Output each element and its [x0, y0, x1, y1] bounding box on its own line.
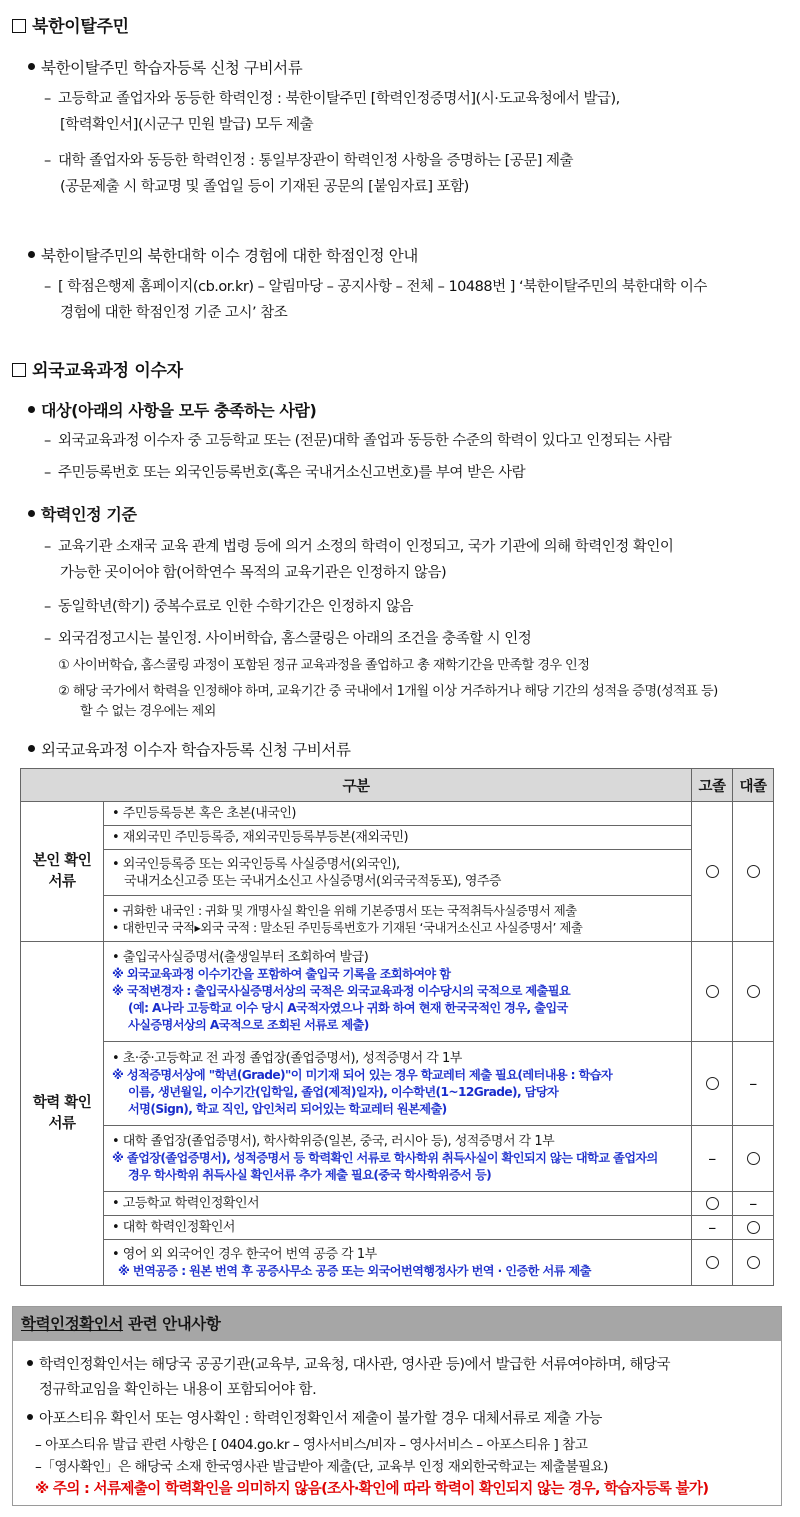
dash-text: 외국교육과정 이수자 중 고등학교 또는 (전문)대학 졸업과 동등한 수준의 학력이 있다고 인정되는 사람	[58, 433, 672, 449]
circle-mark-icon	[706, 1197, 719, 1210]
row-note	[112, 1150, 683, 1184]
checkbox-square-icon	[12, 363, 26, 377]
circle-mark-icon	[747, 1152, 760, 1165]
header-high-school: 고졸	[692, 769, 733, 802]
table-row	[21, 896, 774, 942]
row-line: • 출입국사실증명서(출생일부터 조회하여 발급)	[112, 950, 369, 965]
dash-text-cont: [학력확인서](시군구 민원 발급) 모두 제출	[60, 117, 314, 133]
dash-text-cont: 가능한 곳이어야 함(어학연수 목적의 교육기관은 인정하지 않음)	[60, 565, 447, 581]
section-title: 외국교육과정 이수자	[32, 361, 183, 381]
mark-university	[733, 802, 774, 942]
dash-text: 외국검정고시는 불인정. 사이버학습, 홈스쿨링은 아래의 조건을 충족할 시 인정	[58, 631, 532, 647]
dash-item	[44, 428, 671, 454]
note-line: ※ 국적변경자 : 출입국사실증명서상의 국적은 외국교육과정 이수당시의 국적으로 제출필요	[112, 984, 571, 998]
mark-high-school	[692, 1042, 733, 1126]
circle-mark-icon	[706, 1256, 719, 1269]
dash-item	[44, 534, 673, 586]
row-note	[112, 1263, 683, 1280]
notice-bullet-cont: 정규학교임을 확인하는 내용이 포함되어야 함.	[39, 1382, 317, 1398]
row-line: • 초·중·고등학교 전 과정 졸업장(졸업증명서), 성적증명서 각 1부	[112, 1050, 462, 1066]
table-row	[21, 1240, 774, 1286]
row-item	[104, 1240, 692, 1286]
row-item	[104, 896, 692, 942]
bullet-item	[28, 244, 418, 266]
dash-text-cont: (공문제출 시 학교명 및 졸업일 등이 기재된 공문의 [붙임자료] 포함)	[60, 179, 469, 195]
dash-mark: –	[44, 539, 51, 555]
note-line: ※ 외국교육과정 이수기간을 포함하여 출입국 기록을 조회하여야 함	[112, 967, 451, 981]
header-division: 구분	[21, 769, 692, 802]
bullet-item	[28, 398, 316, 421]
table-row	[21, 850, 774, 896]
note-line: 경우 학사학위 취득사실 확인서류 추가 제출 필요(중국 학사학위증서 등)	[128, 1168, 492, 1182]
row-item	[104, 1042, 692, 1126]
category-label: 서류	[48, 1115, 76, 1132]
table-row	[21, 1216, 774, 1240]
category-label: 서류	[48, 873, 76, 890]
category-label: 학력 확인	[32, 1094, 92, 1111]
required-documents-table	[20, 768, 774, 1286]
bullet-dot-icon	[28, 406, 35, 413]
circle-mark-icon	[706, 1077, 719, 1090]
bullet-text: 북한이탈주민 학습자등록 신청 구비서류	[41, 59, 303, 77]
dash-item	[44, 148, 573, 200]
row-line: • 대한민국 국적▸외국 국적 : 말소된 주민등록번호가 기재된 ‘국내거소신고 사실증명서’ 제출	[112, 919, 583, 935]
dash-item	[44, 86, 620, 138]
mark-university: –	[733, 1042, 774, 1126]
row-line: • 영어 외 외국어인 경우 한국어 번역 공증 각 1부	[112, 1246, 377, 1262]
category-label: 본인 확인	[32, 852, 92, 869]
warning-text: ※ 주의 : 서류제출이 학력확인을 의미하지 않음(조사·확인에 따라 학력이 확인되지 않는 경우, 학습자등록 불가)	[35, 1480, 709, 1497]
row-line: 국내거소신고증 또는 국내거소신고 사실증명서(외국국적동포), 영주증	[124, 873, 501, 889]
notice-bullet-text: 아포스티유 확인서 또는 영사확인 : 학력인정확인서 제출이 불가할 경우 대체서류로 제출 가능	[39, 1411, 602, 1427]
dash-item	[44, 594, 413, 620]
mark-university: –	[733, 1192, 774, 1216]
dash-text-cont: 경험에 대한 학점인정 기준 고시’ 참조	[60, 305, 288, 321]
row-line: • 외국인등록증 또는 외국인등록 사실증명서(외국인),	[112, 856, 400, 872]
section-title: 북한이탈주민	[32, 17, 129, 37]
bullet-text: 외국교육과정 이수자 학습자등록 신청 구비서류	[41, 741, 351, 759]
notice-title-underlined: 학력인정확인서	[21, 1315, 124, 1333]
section-foreign-curriculum-heading	[12, 356, 183, 381]
dash-mark: –	[44, 433, 51, 449]
mark-university	[733, 1216, 774, 1240]
notice-bullet	[27, 1353, 670, 1403]
row-line: • 대학 졸업장(졸업증명서), 학사학위증(일본, 중국, 러시아 등), 성적증명서 각 1부	[112, 1134, 555, 1149]
bullet-text: 학력인정 기준	[41, 505, 137, 524]
circle-mark-icon	[747, 1256, 760, 1269]
dash-text: 동일학년(학기) 중복수료로 인한 수학기간은 인정하지 않음	[58, 599, 414, 615]
table-row	[21, 1042, 774, 1126]
dash-item	[44, 274, 707, 326]
dash-text: 대학 졸업자와 동등한 학력인정 : 통일부장관이 학력인정 사항을 증명하는 [공문] 제출	[58, 153, 574, 169]
numbered-text: ① 사이버학습, 홈스쿨링 과정이 포함된 정규 교육과정을 졸업하고 총 재학기간을 만족할 경우 인정	[58, 658, 590, 673]
mark-university	[733, 1126, 774, 1192]
dash-text: [ 학점은행제 홈페이지(cb.or.kr) – 알림마당 – 공지사항 – 전체 – 10488번 ] ‘북한이탈주민의 북한대학 이수	[58, 279, 707, 295]
mark-university	[733, 1240, 774, 1286]
notice-title	[13, 1307, 781, 1341]
row-item: • 재외국민 주민등록증, 재외국민등록부등본(재외국민)	[104, 826, 692, 850]
table-row	[21, 826, 774, 850]
note-line: ※ 번역공증 : 원본 번역 후 공증사무소 공증 또는 외국어번역행정사가 번역 · 인증한 서류 제출	[118, 1263, 591, 1278]
mark-high-school: –	[692, 1126, 733, 1192]
note-line: 서명(Sign), 학교 직인, 압인처리 되어있는 학교레터 원본제출)	[128, 1101, 447, 1116]
header-university: 대졸	[733, 769, 774, 802]
dash-mark: –	[44, 631, 51, 647]
mark-high-school	[692, 802, 733, 942]
bullet-dot-icon	[28, 745, 35, 752]
circle-mark-icon	[747, 985, 760, 998]
row-item: • 고등학교 학력인정확인서	[104, 1192, 692, 1216]
row-item	[104, 850, 692, 896]
bullet-item	[28, 56, 302, 78]
bullet-item	[28, 738, 351, 760]
table-row	[21, 1192, 774, 1216]
dash-mark: –	[44, 279, 51, 295]
row-item: • 대학 학력인정확인서	[104, 1216, 692, 1240]
notice-dash-item: –「영사확인」은 해당국 소재 한국영사관 발급받아 제출(단, 교육부 인정 재외한국학교는 제출불필요)	[35, 1459, 608, 1475]
bullet-dot-icon	[28, 251, 35, 258]
notice-dash-item: – 아포스티유 발급 관련 사항은 [ 0404.go.kr – 영사서비스/비자 – 영사서비스 – 아포스티유 ] 참고	[35, 1437, 588, 1453]
category-education-docs	[21, 942, 104, 1286]
dash-text: 고등학교 졸업자와 동등한 학력인정 : 북한이탈주민 [학력인정증명서](시·도교육청에서 발급),	[58, 91, 620, 107]
section-north-korean-defectors-heading	[12, 12, 129, 37]
notice-bullet	[27, 1407, 602, 1432]
note-line: (예: A나라 고등학교 이수 당시 A국적자였으나 귀화 하여 현재 한국국적인 경우, 출입국	[128, 1001, 568, 1015]
row-item	[104, 942, 692, 1042]
dash-mark: –	[44, 153, 51, 169]
dash-text: 교육기관 소재국 교육 관계 법령 등에 의거 소정의 학력이 인정되고, 국가 기관에 의해 학력인정 확인이	[58, 539, 674, 555]
mark-high-school	[692, 942, 733, 1042]
numbered-item	[58, 682, 718, 722]
circle-mark-icon	[747, 865, 760, 878]
dash-mark: –	[44, 599, 51, 615]
table-row	[21, 802, 774, 826]
bullet-item	[28, 502, 137, 525]
numbered-item	[58, 656, 589, 676]
notice-bullet-text: 학력인정확인서는 해당국 공공기관(교육부, 교육청, 대사관, 영사관 등)에서 발급한 서류여야하며, 해당국	[39, 1357, 671, 1373]
table-header-row	[21, 769, 774, 802]
table-row	[21, 1126, 774, 1192]
row-line: • 귀화한 내국인 : 귀화 및 개명사실 확인을 위해 기본증명서 또는 국적취득사실증명서 제출	[112, 902, 577, 918]
dash-mark: –	[44, 91, 51, 107]
bullet-dot-icon	[28, 63, 35, 70]
mark-high-school	[692, 1192, 733, 1216]
bullet-text: 북한이탈주민의 북한대학 이수 경험에 대한 학점인정 안내	[41, 247, 418, 265]
note-line: ※ 졸업장(졸업증명서), 성적증명서 등 학력확인 서류로 학사학위 취득사실이 확인되지 않는 대학교 졸업자의	[112, 1151, 658, 1165]
note-line: ※ 성적증명서상에 "학년(Grade)"이 미기재 되어 있는 경우 학교레터 제출 필요(레터내용 : 학습자	[112, 1067, 613, 1082]
row-note	[112, 966, 683, 1034]
mark-high-school	[692, 1240, 733, 1286]
bullet-dot-icon	[28, 510, 35, 517]
mark-high-school: –	[692, 1216, 733, 1240]
circle-mark-icon	[706, 985, 719, 998]
checkbox-square-icon	[12, 19, 26, 33]
dash-item	[44, 626, 531, 652]
mark-university	[733, 942, 774, 1042]
education-certificate-notice-box	[12, 1306, 782, 1506]
bullet-dot-icon	[27, 1414, 33, 1420]
dash-mark: –	[44, 465, 51, 481]
row-item	[104, 1126, 692, 1192]
category-identity-docs	[21, 802, 104, 942]
bullet-text: 대상(아래의 사항을 모두 충족하는 사람)	[41, 401, 317, 420]
dash-text: 주민등록번호 또는 외국인등록번호(혹은 국내거소신고번호)를 부여 받은 사람	[58, 465, 526, 481]
bullet-dot-icon	[27, 1360, 33, 1366]
dash-item	[44, 460, 525, 486]
row-item: • 주민등록등본 혹은 초본(내국인)	[104, 802, 692, 826]
numbered-text: ② 해당 국가에서 학력을 인정해야 하며, 교육기간 중 국내에서 1개월 이상 거주하거나 해당 기간의 성적을 증명(성적표 등)	[58, 684, 718, 699]
notice-title-rest: 관련 안내사항	[123, 1315, 221, 1333]
table-row	[21, 942, 774, 1042]
numbered-text-cont: 할 수 없는 경우에는 제외	[80, 704, 216, 719]
note-line: 이름, 생년월일, 이수기간(입학일, 졸업(제적)일자), 이수학년(1~12Grade), 담당자	[128, 1084, 559, 1099]
note-line: 사실증명서상의 A국적으로 조회된 서류로 제출)	[128, 1018, 369, 1032]
circle-mark-icon	[706, 865, 719, 878]
circle-mark-icon	[747, 1221, 760, 1234]
row-note	[112, 1067, 683, 1118]
